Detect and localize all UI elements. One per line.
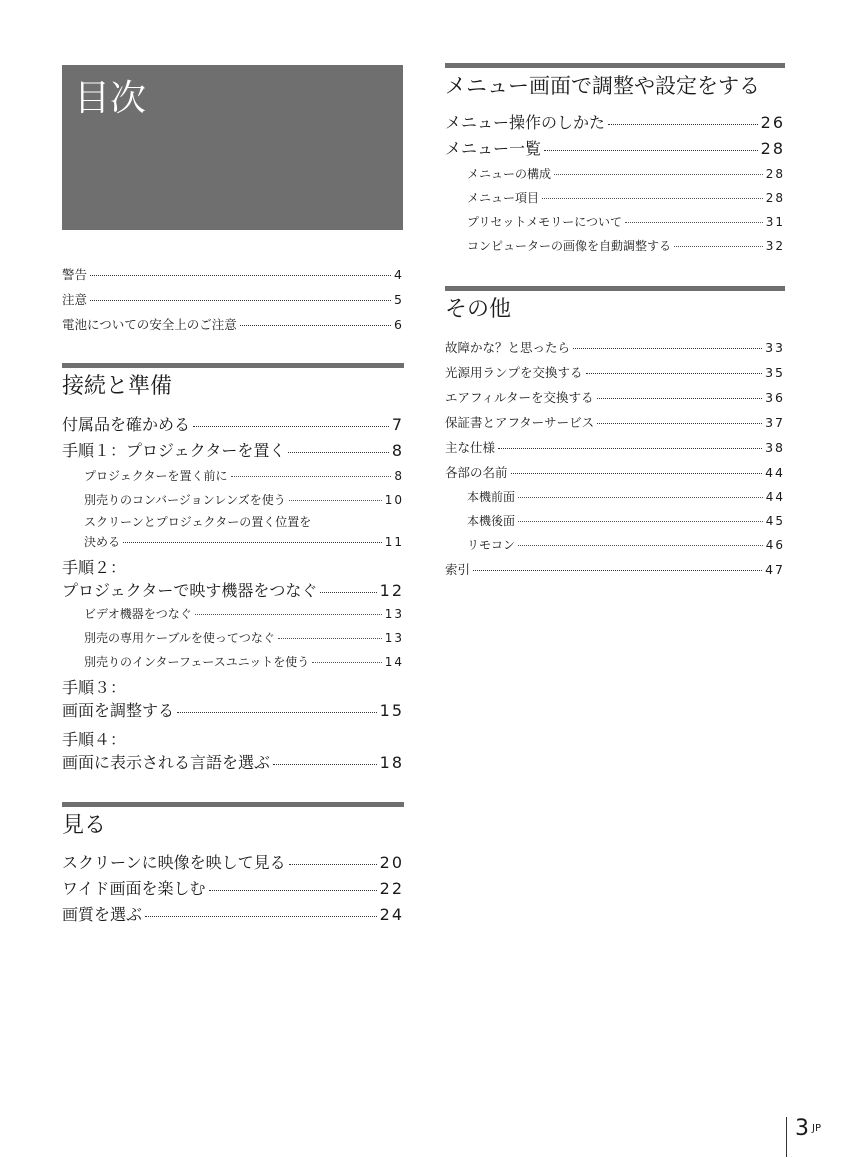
toc-subentry-interface-unit[interactable]: 別売りのインターフェースユニットを使う 14 bbox=[84, 654, 404, 669]
toc-entry-menu-operation[interactable]: メニュー操作のしかた 26 bbox=[445, 113, 785, 133]
intro-list bbox=[62, 262, 404, 337]
toc-entry-part-names[interactable]: 各部の名前 44 bbox=[445, 464, 785, 480]
toc-subentry-before-placing[interactable]: プロジェクターを置く前に 8 bbox=[84, 468, 404, 483]
toc-subentry-screen-position[interactable]: スクリーンとプロジェクターの置く位置を 決める 11 bbox=[84, 514, 404, 549]
toc-subentry-dedicated-cable[interactable]: 別売の専用ケーブルを使ってつなぐ 13 bbox=[84, 630, 404, 645]
toc-entry-troubleshooting[interactable]: 故障かな？と思ったら 33 bbox=[445, 339, 785, 355]
toc-entry-step2[interactable]: 手順２： プロジェクターで映す機器をつなぐ 12 bbox=[62, 557, 404, 600]
toc-entry-accessories[interactable]: 付属品を確かめる 7 bbox=[62, 414, 404, 434]
left-column bbox=[62, 65, 404, 928]
toc-subentry-video-devices[interactable]: ビデオ機器をつなぐ 13 bbox=[84, 606, 404, 621]
toc-subentry-auto-adjust[interactable]: コンピューターの画像を自動調整する 32 bbox=[467, 239, 785, 254]
toc-entry-step1[interactable]: 手順１：プロジェクターを置く 8 bbox=[62, 440, 404, 460]
toc-entry-step3[interactable]: 手順３： 画面を調整する 15 bbox=[62, 677, 404, 720]
right-column bbox=[445, 63, 785, 582]
page-number: 3 $^{JP}$ bbox=[786, 1117, 821, 1157]
toc-entry-step4[interactable]: 手順４： 画面に表示される言語を選ぶ 18 bbox=[62, 729, 404, 772]
section-menu bbox=[445, 63, 785, 258]
toc-entry-caution[interactable]: 注意 5 bbox=[62, 292, 404, 307]
toc-subentry-menu-items[interactable]: メニュー項目 28 bbox=[467, 191, 785, 206]
section-other bbox=[445, 286, 785, 582]
section-heading: 接続と準備 bbox=[62, 363, 404, 402]
toc-subentry-conversion-lens[interactable]: 別売りのコンバージョンレンズを使う 10 bbox=[84, 492, 404, 507]
toc-subentry-rear[interactable]: 本機後面 45 bbox=[467, 513, 785, 528]
section-heading: その他 bbox=[445, 286, 785, 325]
section-heading: メニュー画面で調整や設定をする bbox=[445, 63, 785, 100]
toc-subentry-preset-memory[interactable]: プリセットメモリーについて 31 bbox=[467, 215, 785, 230]
toc-entry-project-image[interactable]: スクリーンに映像を映して見る 20 bbox=[62, 853, 404, 873]
toc-title: 目次 bbox=[74, 78, 147, 119]
toc-entry-lamp-replace[interactable]: 光源用ランプを交換する 35 bbox=[445, 364, 785, 380]
toc-subentry-menu-structure[interactable]: メニューの構成 28 bbox=[467, 167, 785, 182]
toc-entry-wide-screen[interactable]: ワイド画面を楽しむ 22 bbox=[62, 879, 404, 899]
toc-entry-picture-quality[interactable]: 画質を選ぶ 24 bbox=[62, 905, 404, 925]
section-heading: 見る bbox=[62, 802, 404, 841]
toc-entry-index[interactable]: 索引 47 bbox=[445, 561, 785, 577]
toc-subentry-remote[interactable]: リモコン 46 bbox=[467, 537, 785, 552]
toc-entry-menu-list[interactable]: メニュー一覧 28 bbox=[445, 139, 785, 159]
toc-entry-specs[interactable]: 主な仕様 38 bbox=[445, 439, 785, 455]
toc-entry-filter-replace[interactable]: エアフィルターを交換する 36 bbox=[445, 389, 785, 405]
toc-entry-warning[interactable]: 警告 4 bbox=[62, 267, 404, 282]
section-watch bbox=[62, 802, 404, 929]
toc-entry-battery-safety[interactable]: 電池についての安全上のご注意 6 bbox=[62, 317, 404, 332]
section-setup bbox=[62, 363, 404, 774]
toc-subentry-front[interactable]: 本機前面 44 bbox=[467, 489, 785, 504]
toc-title-block bbox=[62, 65, 403, 230]
toc-entry-warranty[interactable]: 保証書とアフターサービス 37 bbox=[445, 414, 785, 430]
